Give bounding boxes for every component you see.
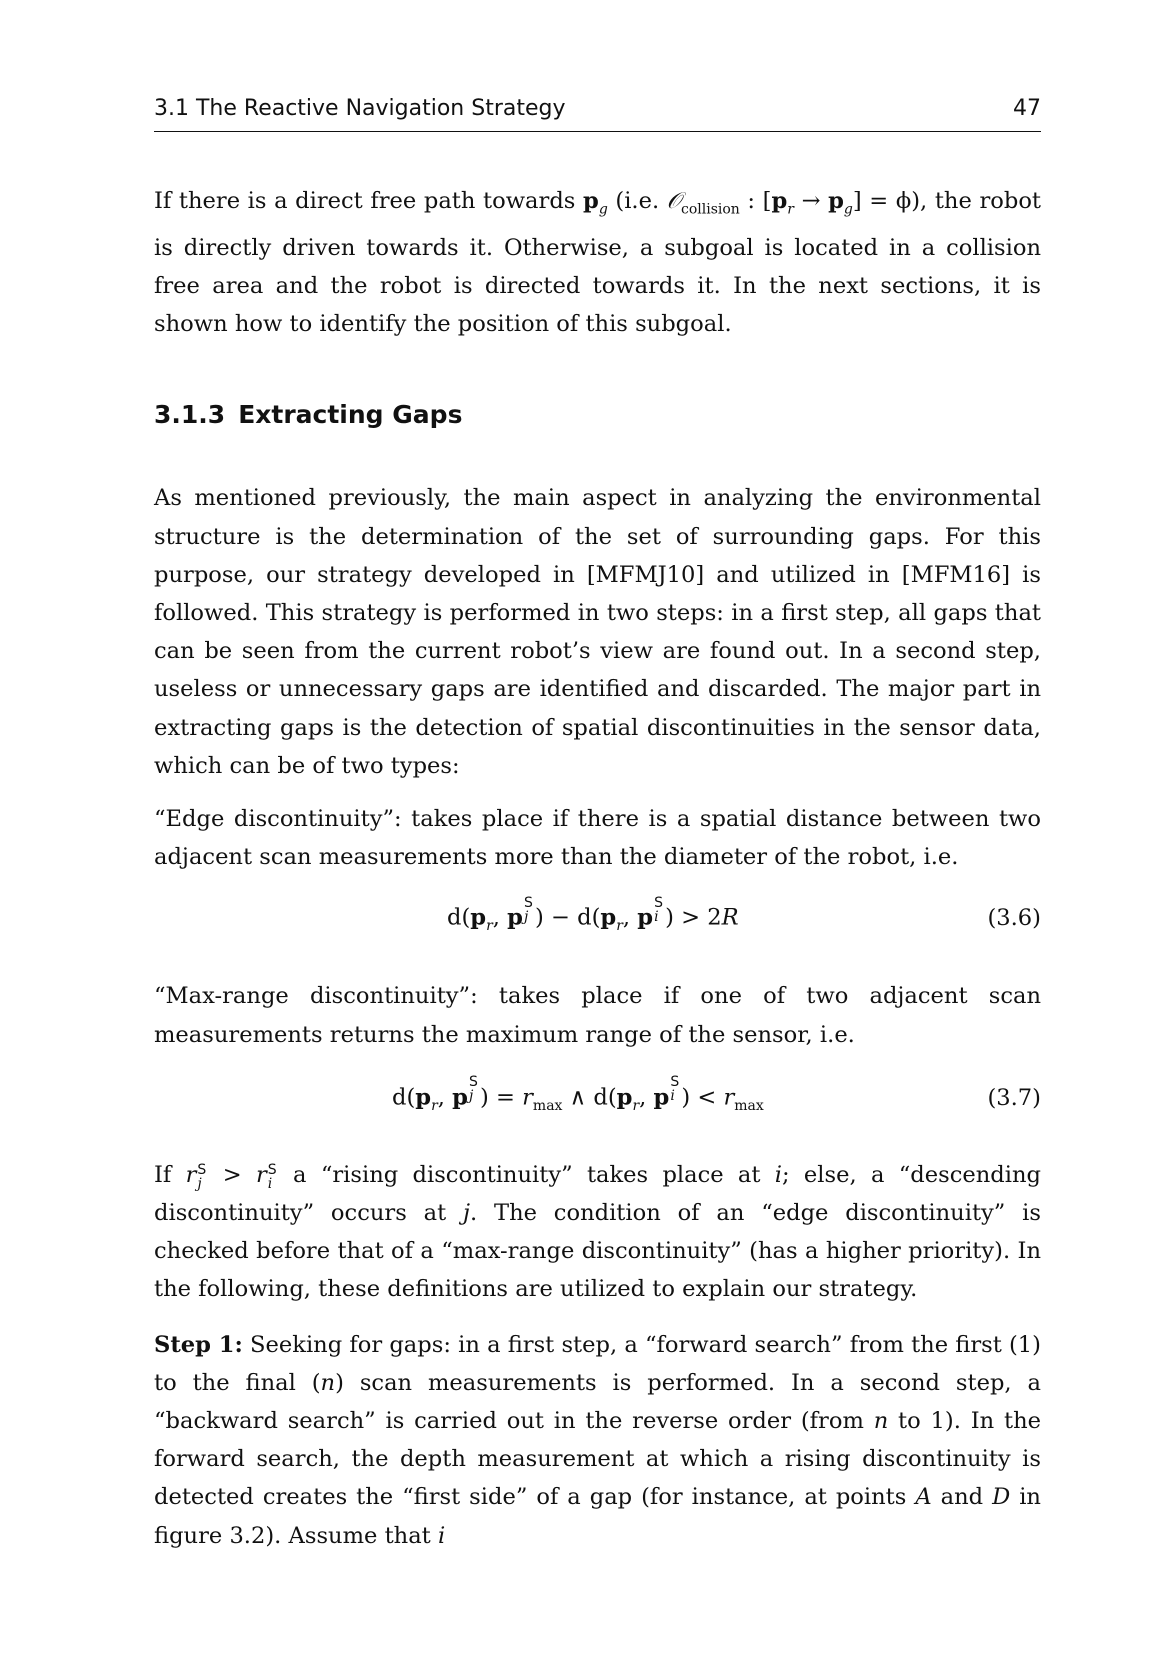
section-number: 3.1.3 <box>154 400 226 430</box>
equation-number-3-6: (3.6) <box>987 905 1041 932</box>
section-title: Extracting Gaps <box>238 400 463 430</box>
paragraph-max-range-discontinuity: “Max-range discontinuity”: takes place if one of two adjacent scan measurements returns the maximum range of the sensor, i.e. <box>154 983 1041 1048</box>
paragraph-edge-discontinuity: “Edge discontinuity”: takes place if there is a spatial distance between two adjacent scan measurements more than the diameter of the robot, i.e. <box>154 805 1041 871</box>
paragraph-rising-discontinuity: If r S j > r S i a “rising discontinuity” takes place at i; else, a “descending discontinuity” occurs at j. The condition of an “edge discontinuity” is checked before that of a “max-range discontinuity” (has a higher priority). In the following, these definitions are utilized to explain our strategy. <box>154 1161 1041 1303</box>
step-1-label: Step 1: <box>154 1331 243 1358</box>
paragraph-step-1: Step 1: Seeking for gaps: in a first step, a “forward search” from the first (1) to the final (n) scan measurements is performed. In a second step, a “backward search” is carried out in the reverse order (from n to 1). In the forward search, the depth measurement at which a rising discontinuity is detected creates the “first side” of a gap (for instance, at points A and D in figure 3.2). Assume that i <box>154 1331 1042 1549</box>
equation-3-7 <box>154 1074 1041 1118</box>
paragraph-direct-path: If there is a direct free path towards $p_g$ (i.e. 𝒪$_{collision}$ : $[p_r \to p_g] = \phi$), the robot is directly driven towards it. Otherwise, a subgoal is located in a collision free area and the robot is directed towards it. In the next sections, it is shown how to identify the position of this subgoal. <box>154 188 1041 338</box>
section-heading <box>154 400 1041 429</box>
header-section-title: 3.1 The Reactive Navigation Strategy <box>154 96 566 121</box>
header-page-number: 47 <box>1013 96 1041 121</box>
equation-3-7-body: $d(p_r$, p S j ) = $r_{max}$ ∧ $d(p_r$, p S i ) < $r_{max}$ <box>392 1074 764 1114</box>
equation-3-6-body: $d(p_r$, p S j ) − $d(p_r$, p S i ) > 2R <box>447 894 739 935</box>
paragraph-extracting-gaps: As mentioned previously, the main aspect in analyzing the environmental structure is the determination of the set of surrounding gaps. For this purpose, our strategy developed in [MFMJ10] and utilized in [MFM16] is followed. This strategy is performed in two steps: in a first step, all gaps that can be seen from the current robot’s view are found out. In a second step, useless or unnecessary gaps are identified and discarded. The major part in extracting gaps is the detection of spatial discontinuities in the sensor data, which can be of two types: <box>154 485 1041 779</box>
page <box>154 96 1041 1555</box>
running-header <box>154 96 1041 132</box>
equation-3-6 <box>154 894 1041 938</box>
equation-number-3-7: (3.7) <box>987 1084 1041 1111</box>
